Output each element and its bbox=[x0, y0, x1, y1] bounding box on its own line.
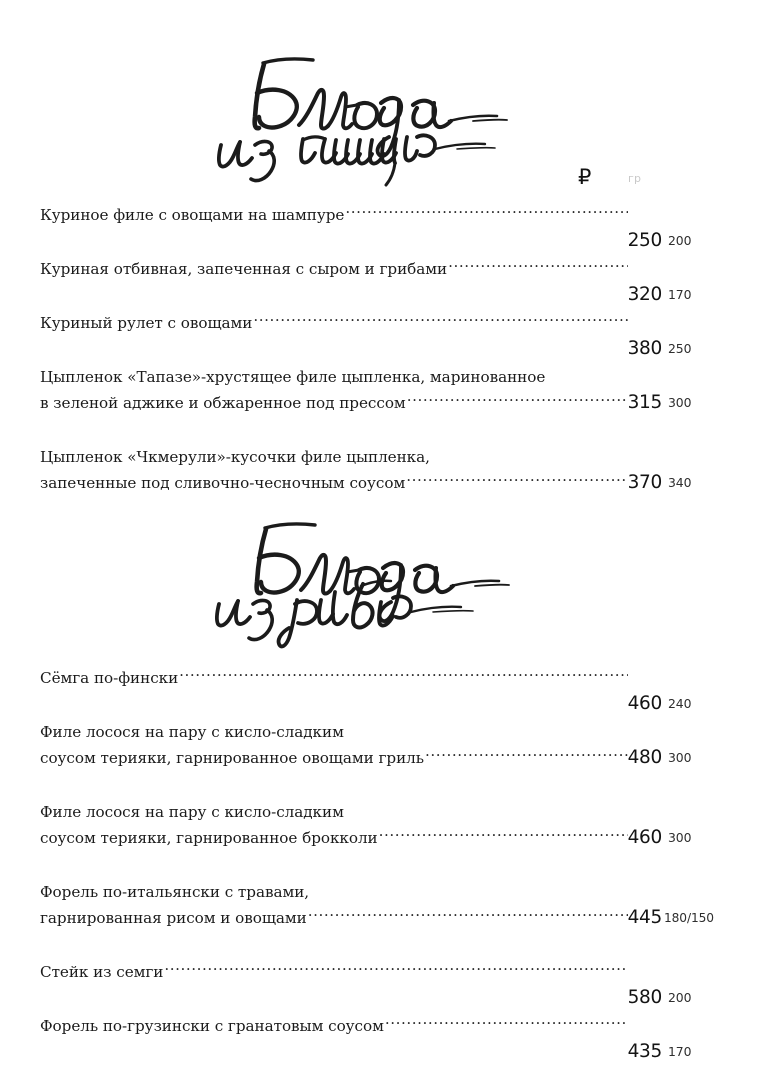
dish-name: Форель по-грузински с гранатовым соусом bbox=[40, 1017, 384, 1035]
dot-leader bbox=[385, 1017, 628, 1031]
dish-name: Куриная отбивная, запеченная с сыром и грибами bbox=[40, 260, 448, 278]
dish-description bbox=[40, 202, 628, 228]
dish-description bbox=[40, 719, 628, 771]
dish-name-continued: гарнированная рисом и овощами bbox=[40, 909, 307, 927]
dish-weight: 170 bbox=[668, 1044, 692, 1059]
menu-section-poultry bbox=[40, 202, 724, 496]
dish-weight: 200 bbox=[668, 233, 692, 248]
dish-name: Филе лосося на пару с кисло-сладким bbox=[40, 723, 344, 741]
dot-leader bbox=[164, 963, 628, 977]
dish-description bbox=[40, 364, 628, 416]
menu-item-row[interactable] bbox=[40, 310, 724, 359]
dot-leader bbox=[179, 669, 628, 683]
price-columns-header bbox=[0, 166, 764, 192]
menu-item-row[interactable] bbox=[40, 799, 724, 851]
dish-price: 370 bbox=[627, 472, 662, 493]
dish-price: 460 bbox=[627, 693, 662, 714]
dish-weight: 180/150 bbox=[664, 911, 714, 925]
dish-name: Форель по-итальянски с травами, bbox=[40, 883, 310, 901]
dish-name: Куриное филе с овощами на шампуре bbox=[40, 206, 345, 224]
dish-name: Цыпленок «Тапазе»-хрустящее филе цыпленка, маринованное bbox=[40, 368, 546, 386]
menu-item-row[interactable] bbox=[40, 879, 724, 931]
section-heading-fish-text bbox=[184, 511, 185, 512]
dish-price: 460 bbox=[627, 827, 662, 848]
dish-description bbox=[40, 256, 628, 282]
menu-item-row[interactable] bbox=[40, 719, 724, 771]
dish-price: 250 bbox=[627, 230, 662, 251]
dish-weight: 240 bbox=[668, 696, 692, 711]
menu-item-row[interactable] bbox=[40, 256, 724, 305]
menu-item-row[interactable] bbox=[40, 364, 724, 416]
dish-description bbox=[40, 959, 628, 985]
dot-leader bbox=[308, 909, 628, 923]
dish-weight: 340 bbox=[668, 475, 692, 490]
dot-leader bbox=[345, 206, 628, 220]
section-heading-poultry bbox=[185, 45, 525, 170]
menu-item-row[interactable] bbox=[40, 665, 724, 714]
dish-name-continued: запеченные под сливочно-чесночным соусом bbox=[40, 474, 406, 492]
dish-name: Филе лосося на пару с кисло-сладким bbox=[40, 803, 344, 821]
dish-weight: 200 bbox=[668, 990, 692, 1005]
dish-description bbox=[40, 310, 628, 336]
dish-name: Куриный рулет с овощами bbox=[40, 314, 253, 332]
dish-description bbox=[40, 444, 628, 496]
dish-price: 380 bbox=[627, 338, 662, 359]
dish-price: 435 bbox=[627, 1041, 662, 1062]
menu-item-row[interactable] bbox=[40, 1013, 724, 1062]
dish-price: 320 bbox=[627, 284, 662, 305]
dish-description bbox=[40, 879, 628, 931]
menu-item-row[interactable] bbox=[40, 444, 724, 496]
dot-leader bbox=[253, 314, 628, 328]
menu-section-fish bbox=[40, 665, 724, 1062]
dish-name: Цыпленок «Чкмерули»-кусочки филе цыпленка, bbox=[40, 448, 430, 466]
dish-name: Стейк из семги bbox=[40, 963, 164, 981]
dot-leader bbox=[448, 260, 628, 274]
dish-price: 580 bbox=[627, 987, 662, 1008]
dish-weight: 300 bbox=[668, 395, 692, 410]
dish-name-continued: соусом терияки, гарнированное овощами гриль bbox=[40, 749, 424, 767]
section-heading-fish bbox=[185, 512, 525, 637]
weight-column-label: гр bbox=[628, 172, 642, 185]
dish-price: 480 bbox=[627, 747, 662, 768]
dish-description bbox=[40, 665, 628, 691]
menu-item-row[interactable] bbox=[40, 959, 724, 1008]
menu-item-row[interactable] bbox=[40, 202, 724, 251]
dish-price: 315 bbox=[627, 392, 662, 413]
dish-description bbox=[40, 1013, 628, 1039]
dish-weight: 300 bbox=[668, 750, 692, 765]
dish-weight: 170 bbox=[668, 287, 692, 302]
dish-name-continued: соусом терияки, гарнированное брокколи bbox=[40, 829, 378, 847]
ruble-sign-icon: ₽ bbox=[578, 165, 592, 189]
dish-price: 445 bbox=[627, 907, 662, 928]
section-heading-poultry-text bbox=[184, 44, 185, 45]
dish-name: Сёмга по-фински bbox=[40, 669, 179, 687]
dish-description bbox=[40, 799, 628, 851]
dish-name-continued: в зеленой аджике и обжаренное под прессом bbox=[40, 394, 406, 412]
dish-weight: 250 bbox=[668, 341, 692, 356]
dish-weight: 300 bbox=[668, 830, 692, 845]
